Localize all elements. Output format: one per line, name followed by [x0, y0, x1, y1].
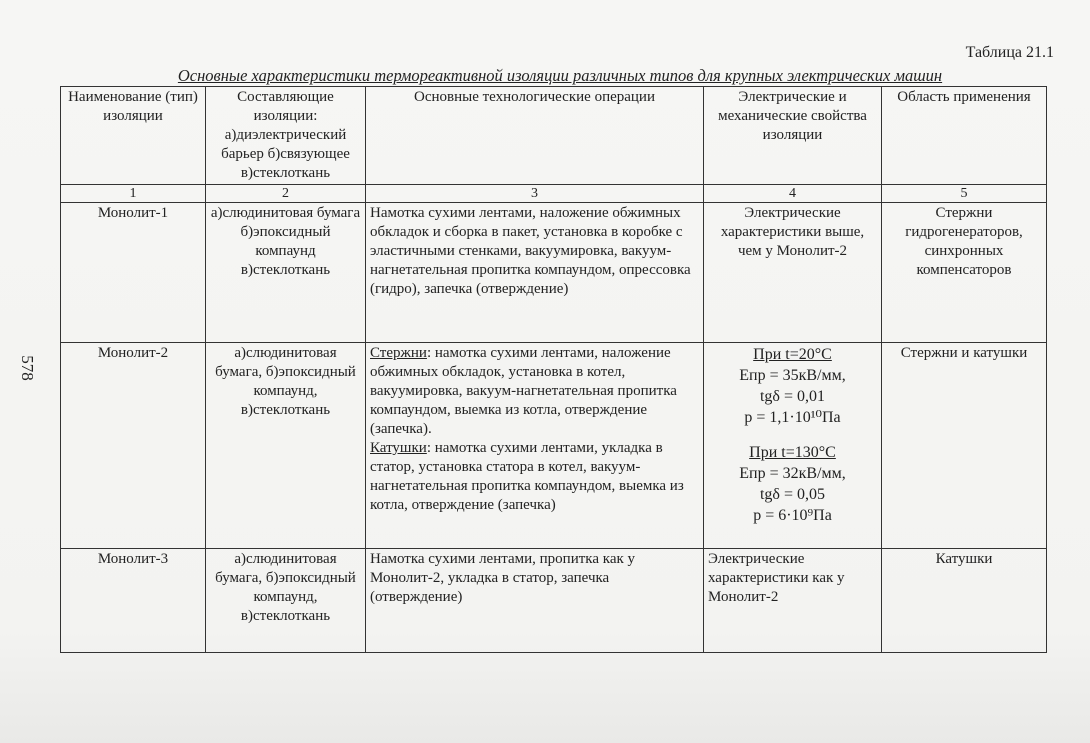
table-row — [61, 549, 1047, 653]
temperature-20: При t=20°С — [753, 346, 832, 363]
temperature-130: При t=130°С — [749, 444, 836, 461]
column-number: 4 — [704, 185, 882, 203]
insulation-name: Монолит-1 — [61, 203, 206, 343]
column-number: 1 — [61, 185, 206, 203]
header-name: Наименование (тип) изоляции — [61, 87, 206, 185]
column-number: 2 — [206, 185, 366, 203]
coils-label: Катушки — [370, 440, 427, 456]
insulation-name: Монолит-2 — [61, 343, 206, 549]
table-row — [61, 203, 1047, 343]
technological-operations: Намотка сухими лентами, пропитка как у Монолит-2, укладка в статор, запечка (отверждение) — [366, 549, 704, 653]
breakdown-strength-130: Eпр = 32кВ/мм, — [739, 465, 846, 482]
page-number: 578 — [17, 355, 37, 381]
application-area: Стержни и катушки — [882, 343, 1047, 549]
loss-tangent-130: tgδ = 0,05 — [759, 486, 825, 503]
bars-label: Стержни — [370, 345, 427, 361]
insulation-components: а)слюдинитовая бумага, б)эпоксидный компаунд, в)стеклоткань — [206, 549, 366, 653]
column-number: 5 — [882, 185, 1047, 203]
coils-operations: : намотка сухими лентами, укладка в статор, установка статора в котел, вакуум-нагнетательная пропитка компаундом, выемка из котла, отверждение (запечка) — [370, 440, 684, 513]
technological-operations: Намотка сухими лентами, наложение обжимных обкладок и сборка в пакет, установка в коробке с эластичными стенками, вакуумировка, вакуум-нагнетательная пропитка компаундом, опрессовка (гидро), запечка (отверждение) — [366, 203, 704, 343]
column-number: 3 — [366, 185, 704, 203]
resistivity-20: p = 1,1·10¹⁰Па — [744, 409, 841, 426]
insulation-table — [60, 86, 1047, 653]
breakdown-strength-20: Eпр = 35кВ/мм, — [739, 367, 846, 384]
header-properties: Электрические и механические свойства изоляции — [704, 87, 882, 185]
insulation-properties — [704, 343, 882, 549]
application-area: Стержни гидрогенераторов, синхронных компенсаторов — [882, 203, 1047, 343]
insulation-properties: Электрические характеристики выше, чем у Монолит-2 — [704, 203, 882, 343]
header-row — [61, 87, 1047, 185]
insulation-components: а)слюдинитовая бумага, б)эпоксидный компаунд, в)стеклоткань — [206, 343, 366, 549]
header-application: Область применения — [882, 87, 1047, 185]
loss-tangent-20: tgδ = 0,01 — [759, 388, 825, 405]
application-area: Катушки — [882, 549, 1047, 653]
insulation-name: Монолит-3 — [61, 549, 206, 653]
column-number-row — [61, 185, 1047, 203]
insulation-properties: Электрические характеристики как у Монолит-2 — [704, 549, 882, 653]
table-number: Таблица 21.1 — [965, 44, 1054, 61]
technological-operations — [366, 343, 704, 549]
bars-operations: : намотка сухими лентами, наложение обжимных обкладок, установка в котел, вакуумировка, вакуум-нагнетательная пропитка компаундом, выемка из котла, отверждение (запечка). — [370, 345, 677, 437]
resistivity-130: p = 6·10⁹Па — [753, 507, 832, 524]
header-operations: Основные технологические операции — [366, 87, 704, 185]
table-caption: Основные характеристики термореактивной изоляции различных типов для крупных электрических машин — [177, 66, 943, 85]
table-row — [61, 343, 1047, 549]
header-components: Составляющие изоляции: а)диэлектрический барьер б)связующее в)стеклоткань — [206, 87, 366, 185]
insulation-components: а)слюдинитовая бумага б)эпоксидный компаунд в)стеклоткань — [206, 203, 366, 343]
